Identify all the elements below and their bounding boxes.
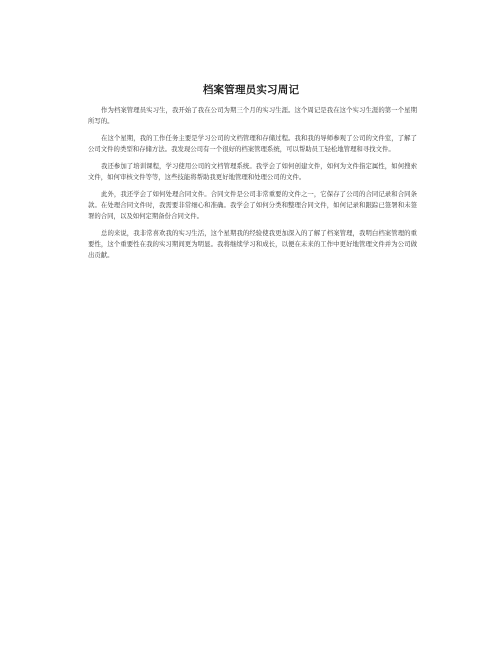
paragraph: 此外，我还学会了如何处理合同文件。合同文件是公司非常重要的文件之一，它保存了公司的合同记录和合同条款。在处理合同文件时，我需要非常细心和准确。我学会了如何分类和整理合同文件，如何记录和跟踪已签署和未签署的合同，以及如何定期备份合同文件。	[88, 190, 417, 220]
paragraph: 作为档案管理员实习生，我开始了我在公司为期三个月的实习生涯。这个周记是我在这个实习生涯的第一个星期所写的。	[88, 106, 417, 125]
document-title: 档案管理员实习周记	[202, 84, 300, 96]
document-body	[88, 105, 417, 267]
paragraph: 我还参加了培训课程，学习使用公司的文档管理系统。我学会了如何创建文件，如何为文件指定属性，如何搜索文件，如何审核文件等等，这些技能将帮助我更好地管理和处理公司的文件。	[88, 162, 417, 181]
paragraph: 总的来说，我非常喜欢我的实习生活，这个星期我的经验使我更加深入的了解了档案管理，我明白档案管理的重要性，这个重要性在我的实习期间更为明显。我将继续学习和成长，以便在未来的工作中更好地管理文件并为公司做出贡献。	[88, 229, 417, 259]
paragraph: 在这个星期，我的工作任务主要是学习公司的文档管理和存储过程。我和我的导师参观了公司的文件室，了解了公司文件的类型和存储方法。我发现公司有一个很好的档案管理系统，可以帮助员工轻松地管理和寻找文件。	[88, 134, 417, 153]
